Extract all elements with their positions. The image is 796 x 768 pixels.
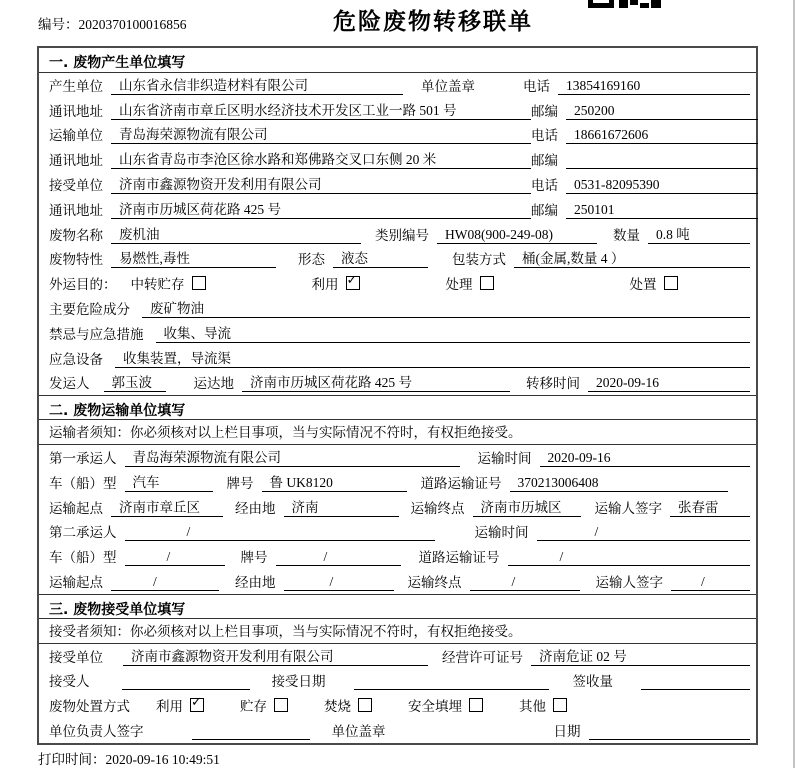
carrier1-plate-field: 鲁 UK8120 — [262, 471, 407, 492]
transporter-zip-field — [566, 168, 758, 169]
form-row — [39, 693, 756, 718]
hazard-field: 废矿物油 — [142, 297, 750, 318]
checkbox-icon — [480, 276, 494, 290]
transporter-notice: 运输者须知：你必须核对以上栏目事项，当与实际情况不符时，有权拒绝接受。 — [49, 425, 522, 441]
transporter-label: 运输单位 — [49, 128, 103, 144]
form-row — [39, 123, 756, 148]
form-row — [39, 644, 756, 669]
transfer-time-label: 转移时间 — [526, 376, 580, 392]
via-label: 经由地 — [235, 500, 276, 516]
carrier2-label: 第二承运人 — [49, 525, 117, 541]
producer-address-field: 山东省济南市章丘区明水经济技术开发区工业一路 501 号 — [111, 99, 531, 120]
checkbox-label: 贮存 — [240, 699, 267, 715]
zip-label: 邮编 — [531, 103, 558, 119]
category-code-field: HW08(900-249-08) — [437, 227, 597, 244]
category-label: 类别编号 — [375, 227, 429, 243]
transporter-address-field: 山东省青岛市李沧区徐水路和郑佛路交叉口东侧 20 米 — [111, 148, 531, 169]
emergency-label: 禁忌与应急措施 — [49, 326, 144, 342]
carrier1-license-field: 370213006408 — [510, 475, 728, 492]
receiver-address-field: 济南市历城区荷花路 425 号 — [111, 198, 531, 219]
checkbox-icon — [469, 698, 483, 712]
phone-label: 电话 — [531, 128, 558, 144]
print-time-label: 打印时间： — [38, 752, 106, 767]
carrier2-end-field: / — [470, 574, 580, 591]
packing-label: 包装方式 — [452, 252, 506, 268]
receiving-unit-label: 接受单位 — [49, 649, 103, 665]
carrier1-via-field: 济南 — [284, 496, 399, 517]
waste-name-label: 废物名称 — [49, 227, 103, 243]
quantity-label: 数量 — [613, 227, 640, 243]
zip-label: 邮编 — [531, 202, 558, 218]
sign-label: 运输人签字 — [595, 574, 663, 590]
carrier2-via-field: / — [284, 574, 394, 591]
checkbox-label: 利用 — [311, 277, 339, 293]
purpose-label: 外运目的： — [49, 277, 117, 293]
checkbox-icon — [192, 276, 206, 290]
serial-label: 编号： — [38, 17, 79, 32]
checkbox-icon — [664, 276, 678, 290]
transporter-notice-row — [39, 420, 756, 445]
receiver-label: 接受单位 — [49, 177, 103, 193]
disposal-option — [408, 695, 483, 715]
carrier2-origin-field: / — [111, 574, 219, 591]
print-time-line — [38, 748, 220, 768]
carrier1-field: 青岛海荣源物流有限公司 — [125, 446, 460, 467]
license-label: 道路运输证号 — [420, 475, 502, 491]
form-row — [39, 718, 756, 743]
origin-label: 运输起点 — [49, 574, 103, 590]
checkbox-label: 处理 — [445, 277, 473, 293]
carrier2-vehicle-field: / — [125, 549, 225, 566]
checkbox-label: 中转贮存 — [130, 277, 185, 293]
form-row — [39, 495, 756, 520]
section-transporter-header: 二. 废物运输单位填写 — [39, 395, 756, 420]
license-label: 道路运输证号 — [418, 550, 500, 566]
amount-label: 签收量 — [572, 674, 613, 690]
receive-date-field — [354, 689, 549, 690]
plate-label: 牌号 — [240, 550, 268, 566]
carrier1-sign-field: 张春雷 — [670, 496, 750, 517]
form-row — [39, 470, 756, 495]
form-row — [39, 569, 756, 594]
form-row — [39, 321, 756, 346]
disposal-option — [324, 695, 372, 715]
address-label: 通讯地址 — [49, 202, 103, 218]
form-row — [39, 147, 756, 172]
form-row — [39, 172, 756, 197]
date-field — [589, 739, 751, 740]
carrier2-field: / — [125, 524, 435, 541]
shipper-field: 郭玉波 — [104, 371, 166, 392]
form-field: 液态 — [333, 247, 428, 268]
purpose-option — [630, 273, 678, 293]
checkbox-label: 其他 — [519, 699, 546, 715]
vehicle-label: 车（船）型 — [49, 475, 117, 491]
disposal-option — [519, 695, 567, 715]
via-label: 经由地 — [235, 574, 276, 590]
recipient-label: 接受人 — [49, 674, 90, 690]
receiver-field: 济南市鑫源物资开发利用有限公司 — [111, 173, 531, 194]
carrier2-plate-field: / — [276, 549, 401, 566]
end-label: 运输终点 — [407, 574, 462, 590]
carrier2-license-field: / — [508, 549, 751, 566]
carrier1-time-field: 2020-09-16 — [540, 450, 751, 467]
permit-label: 经营许可证号 — [442, 649, 523, 665]
quantity-field: 0.8 吨 — [648, 223, 750, 244]
checkbox-icon — [346, 276, 360, 290]
trait-label: 废物特性 — [49, 252, 103, 268]
carrier1-vehicle-field: 汽车 — [125, 471, 213, 492]
checkbox-label: 利用 — [156, 699, 183, 715]
purpose-option — [131, 273, 206, 293]
form-row — [39, 271, 756, 296]
receiving-unit-field: 济南市鑫源物资开发利用有限公司 — [123, 645, 428, 666]
shipper-label: 发运人 — [49, 376, 90, 392]
form-label: 形态 — [298, 252, 325, 268]
form-row — [39, 669, 756, 694]
form-row — [39, 98, 756, 123]
date-label: 日期 — [553, 723, 581, 739]
producer-zip-field: 250200 — [566, 103, 758, 120]
section-producer-header: 一. 废物产生单位填写 — [39, 48, 756, 73]
plate-label: 牌号 — [226, 475, 254, 491]
carrier2-time-field: / — [537, 524, 751, 541]
form-row — [39, 73, 756, 98]
section-receiver-header: 三. 废物接受单位填写 — [39, 594, 756, 619]
disposal-option — [156, 695, 204, 715]
section-producer — [39, 48, 756, 395]
transport-time-label: 运输时间 — [477, 450, 532, 466]
amount-field — [641, 689, 750, 690]
transporter-phone-field: 18661672606 — [566, 127, 758, 144]
phone-label: 电话 — [531, 177, 558, 193]
form-row — [39, 371, 756, 396]
origin-label: 运输起点 — [49, 500, 103, 516]
equipment-label: 应急设备 — [49, 351, 103, 367]
checkbox-label: 处置 — [629, 277, 657, 293]
print-time-value: 2020-09-16 10:49:51 — [105, 752, 220, 767]
form-row — [39, 222, 756, 247]
hazardous-waste-transfer-form — [37, 46, 758, 745]
receiver-notice: 接受者须知：你必须核对以上栏目事项，当与实际情况不符时，有权拒绝接受。 — [49, 623, 522, 639]
destination-field: 济南市历城区荷花路 425 号 — [242, 371, 510, 392]
form-row — [39, 296, 756, 321]
transport-time-label: 运输时间 — [474, 525, 529, 541]
purpose-option — [312, 273, 360, 293]
form-row — [39, 445, 756, 470]
section-transporter — [39, 395, 756, 594]
form-row — [39, 520, 756, 545]
producer-field: 山东省永信非织造材料有限公司 — [111, 74, 403, 95]
disposal-option — [240, 695, 288, 715]
address-label: 通讯地址 — [49, 103, 103, 119]
receiver-zip-field: 250101 — [566, 202, 758, 219]
head-sign-label: 单位负责人签字 — [49, 723, 144, 739]
equipment-field: 收集装置，导流渠 — [115, 347, 750, 368]
disposal-label: 废物处置方式 — [49, 699, 130, 715]
form-row — [39, 197, 756, 222]
checkbox-icon — [553, 698, 567, 712]
unit-seal-label: 单位盖章 — [331, 723, 386, 739]
page-edge-line — [793, 0, 795, 768]
receiver-phone-field: 0531-82095390 — [566, 177, 758, 194]
recipient-field — [122, 689, 250, 690]
phone-label: 电话 — [523, 78, 550, 94]
producer-label: 产生单位 — [49, 78, 103, 94]
page-title: 危险废物转移联单 — [333, 9, 533, 35]
carrier2-sign-field: / — [671, 574, 750, 591]
form-row — [39, 544, 756, 569]
checkbox-icon — [358, 698, 372, 712]
checkbox-icon — [190, 698, 204, 712]
zip-label: 邮编 — [531, 153, 558, 169]
trait-field: 易燃性,毒性 — [111, 247, 276, 268]
producer-phone-field: 13854169160 — [558, 78, 750, 95]
checkbox-label: 安全填埋 — [408, 699, 462, 715]
checkbox-icon — [274, 698, 288, 712]
permit-field: 济南危证 02 号 — [531, 645, 750, 666]
receive-date-label: 接受日期 — [271, 674, 326, 690]
carrier1-label: 第一承运人 — [49, 450, 117, 466]
waste-name-field: 废机油 — [111, 223, 361, 244]
form-row — [39, 346, 756, 371]
emergency-field: 收集、导流 — [156, 322, 751, 343]
end-label: 运输终点 — [410, 500, 465, 516]
hazard-label: 主要危险成分 — [49, 301, 130, 317]
carrier1-origin-field: 济南市章丘区 — [111, 496, 223, 517]
qr-code-fragment-icon — [588, 0, 663, 10]
carrier1-end-field: 济南市历城区 — [473, 496, 581, 517]
head-sign-field — [192, 739, 310, 740]
address-label: 通讯地址 — [49, 153, 103, 169]
receiver-notice-row — [39, 619, 756, 644]
purpose-option — [446, 273, 494, 293]
serial-value: 2020370100016856 — [78, 17, 187, 32]
vehicle-label: 车（船）型 — [49, 550, 117, 566]
destination-label: 运达地 — [193, 376, 234, 392]
transfer-time-field: 2020-09-16 — [588, 375, 750, 392]
sign-label: 运输人签字 — [594, 500, 662, 516]
checkbox-label: 焚烧 — [324, 699, 351, 715]
seal-label: 单位盖章 — [421, 78, 475, 94]
section-receiver — [39, 594, 756, 743]
packing-field: 桶(金属,数量 4 ） — [514, 247, 750, 268]
form-row — [39, 247, 756, 272]
transporter-field: 青岛海荣源物流有限公司 — [111, 123, 531, 144]
